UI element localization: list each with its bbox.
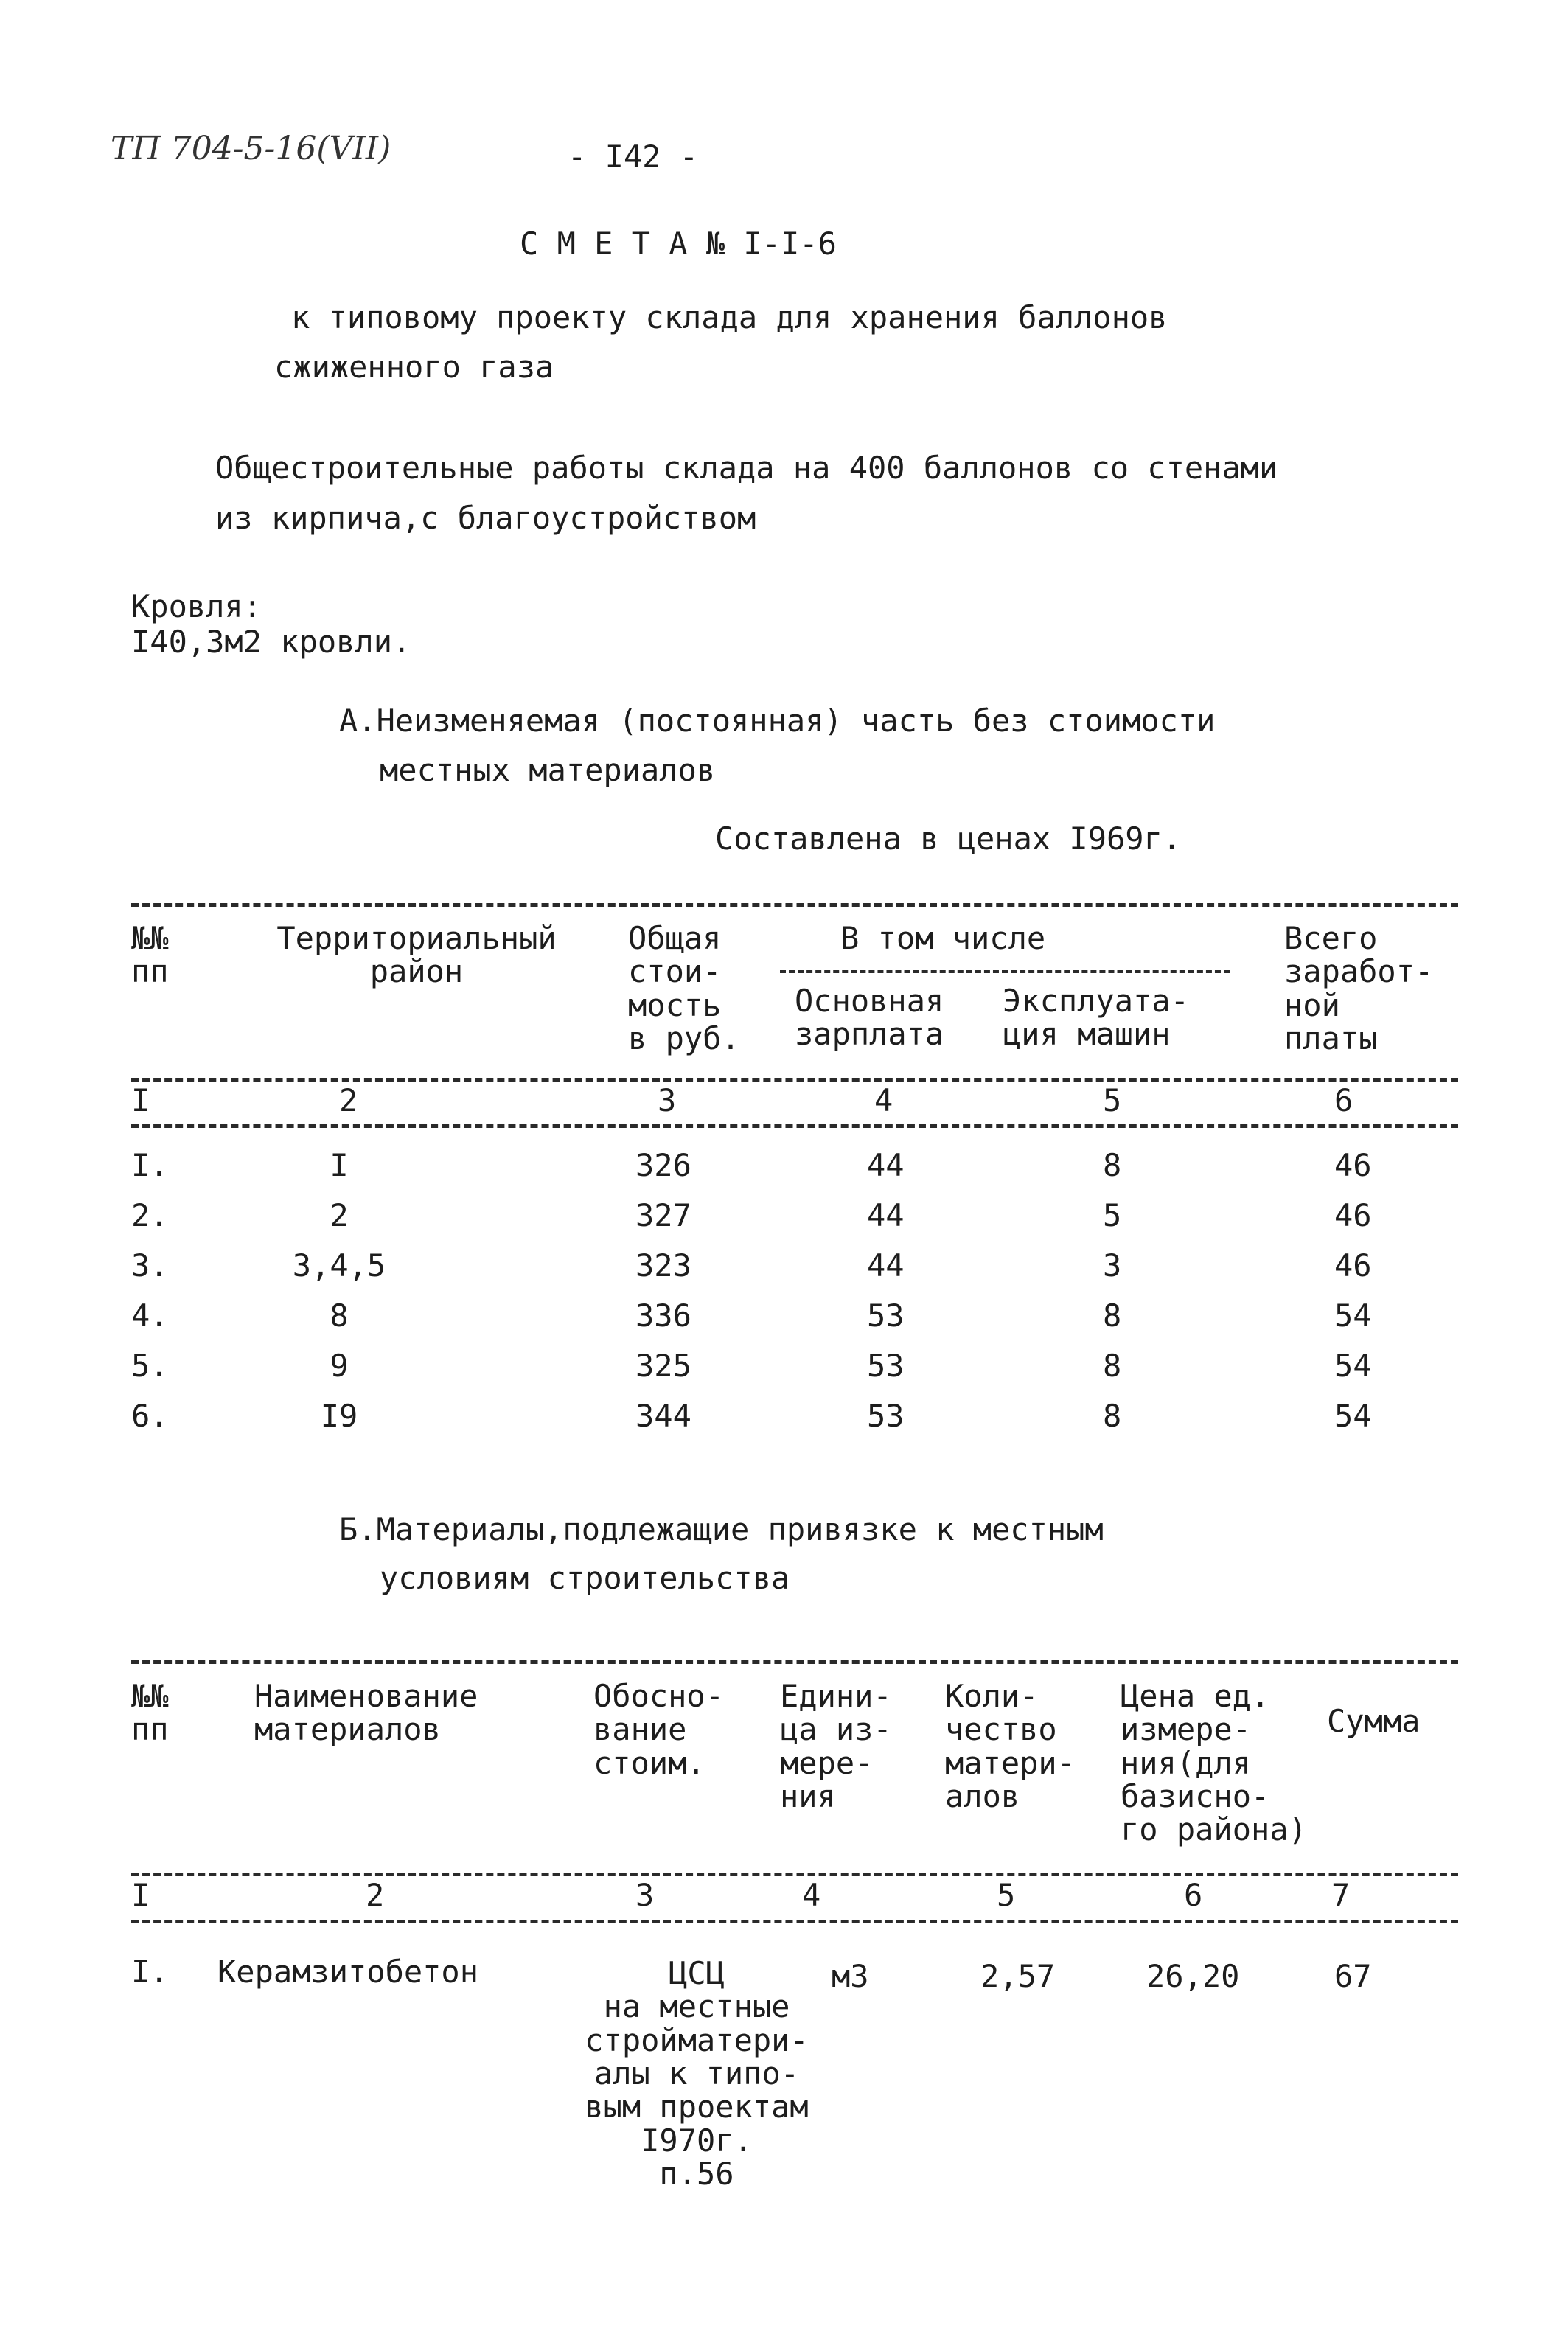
description-line-2: из кирпича,с благоустройством (215, 500, 756, 536)
row-total: 326 (635, 1147, 691, 1183)
table-row (0, 1299, 1568, 1349)
table-a-header-region: Территориальный район (276, 920, 557, 990)
table-row (0, 1249, 1568, 1299)
table-a-header-wage: Основная зарплата (795, 983, 944, 1053)
row-num: 3. (131, 1247, 169, 1284)
row-machines: 8 (1103, 1348, 1122, 1384)
table-row (0, 1955, 1568, 2221)
row-total: 325 (635, 1348, 691, 1384)
row-total: 327 (635, 1197, 691, 1233)
table-a-header-total-wage: Всего заработ- ной платы (1284, 920, 1434, 1057)
table-a-colnum-3: 3 (658, 1082, 677, 1118)
section-a-heading-line-1: А.Неизменяемая (постоянная) часть без стоимости (339, 703, 1216, 739)
row-total-wage: 46 (1334, 1197, 1372, 1233)
row-wage: 44 (867, 1147, 905, 1183)
table-b-colnum-7: 7 (1331, 1877, 1351, 1913)
row-unit-price: 26,20 (1146, 1958, 1240, 1994)
table-b-colnum-6: 6 (1184, 1877, 1203, 1913)
table-a-colnum-2: 2 (339, 1082, 358, 1118)
table-row (0, 1399, 1568, 1449)
row-num: I. (131, 1147, 169, 1183)
row-material-name: Керамзитобетон (217, 1954, 479, 1990)
row-num: 2. (131, 1197, 169, 1233)
row-machines: 3 (1103, 1247, 1122, 1284)
row-total-wage: 46 (1334, 1147, 1372, 1183)
row-num: 4. (131, 1298, 169, 1334)
table-a-header-total: Общая стои- мость в руб. (628, 920, 740, 1057)
row-total-wage: 54 (1334, 1398, 1372, 1434)
row-machines: 8 (1103, 1398, 1122, 1434)
section-b-heading-line-2: условиям строительства (380, 1560, 790, 1596)
table-row (0, 1149, 1568, 1199)
section-b-heading-line-1: Б.Материалы,подлежащие привязке к местным (339, 1511, 1104, 1547)
description-line-1: Общестроительные работы склада на 400 баллонов со стенами (215, 450, 1278, 486)
table-b-colnum-5: 5 (997, 1877, 1016, 1913)
table-a-header-num: №№ пп (131, 920, 169, 990)
table-a-header-rule (131, 1078, 1458, 1082)
table-a-colnum-rule (131, 1124, 1458, 1128)
table-b-colnum-3: 3 (635, 1877, 655, 1913)
table-a-header-incl: В том числе (840, 920, 1046, 956)
row-region: 8 (330, 1298, 349, 1334)
row-region: I9 (320, 1398, 358, 1434)
row-wage: 44 (867, 1247, 905, 1284)
section-a-heading-line-2: местных материалов (380, 752, 716, 788)
row-total-wage: 54 (1334, 1348, 1372, 1384)
table-b-header-sum: Сумма (1327, 1703, 1421, 1739)
row-total: 336 (635, 1298, 691, 1334)
table-b-colnum-4: 4 (802, 1877, 821, 1913)
roof-area: I40,3м2 кровли. (131, 624, 411, 660)
table-b-header-qty: Коли- чество матери- алов (945, 1678, 1076, 1815)
table-b-header-unit: Едини- ца из- мере- ния (780, 1678, 892, 1815)
roof-label: Кровля: (131, 588, 262, 624)
row-machines: 5 (1103, 1197, 1122, 1233)
table-b-header-rule (131, 1873, 1458, 1876)
row-wage: 53 (867, 1398, 905, 1434)
table-b-colnum-1: I (131, 1877, 150, 1913)
table-b-colnum-2: 2 (366, 1877, 385, 1913)
row-total: 323 (635, 1247, 691, 1284)
subtitle-line-1: к типовому проекту склада для хранения баллонов (291, 299, 1168, 335)
table-a-colnum-5: 5 (1103, 1082, 1122, 1118)
table-b-header-num: №№ пп (131, 1678, 169, 1748)
prices-note: Составлена в ценах I969г. (715, 821, 1182, 857)
table-b-colnum-rule (131, 1920, 1458, 1923)
row-region: 3,4,5 (292, 1247, 386, 1284)
row-machines: 8 (1103, 1147, 1122, 1183)
row-total-wage: 46 (1334, 1247, 1372, 1284)
row-total-wage: 54 (1334, 1298, 1372, 1334)
row-machines: 8 (1103, 1298, 1122, 1334)
table-a-colnum-6: 6 (1334, 1082, 1353, 1118)
row-num: 5. (131, 1348, 169, 1384)
row-wage: 44 (867, 1197, 905, 1233)
row-num: 6. (131, 1398, 169, 1434)
row-num: I. (131, 1954, 169, 1990)
table-a-subheader-rule (780, 970, 1230, 973)
row-wage: 53 (867, 1348, 905, 1384)
table-a-header-machines: Эксплуата- ция машин (1003, 983, 1189, 1053)
row-sum: 67 (1334, 1958, 1372, 1994)
row-total: 344 (635, 1398, 691, 1434)
row-wage: 53 (867, 1298, 905, 1334)
table-a-colnum-4: 4 (874, 1082, 893, 1118)
table-row (0, 1349, 1568, 1399)
row-unit: м3 (832, 1958, 869, 1994)
document-title: С М Е Т А № I-I-6 (520, 226, 837, 262)
table-row (0, 1199, 1568, 1249)
row-region: I (330, 1147, 349, 1183)
table-b-header-name: Наименование материалов (254, 1678, 478, 1748)
handwritten-project-code: ТП 704-5-16(VII) (111, 130, 391, 167)
row-region: 9 (330, 1348, 349, 1384)
page-number: - I42 - (568, 139, 699, 175)
row-quantity: 2,57 (980, 1958, 1056, 1994)
table-b-top-rule (131, 1660, 1458, 1664)
table-b-header-basis: Обосно- вание стоим. (593, 1678, 725, 1781)
table-b-header-price: Цена ед. измере- ния(для базисно- го района) (1121, 1678, 1307, 1848)
row-region: 2 (330, 1197, 349, 1233)
table-a-colnum-1: I (131, 1082, 150, 1118)
subtitle-line-2: сжиженного газа (274, 349, 554, 385)
row-basis: ЦСЦ на местные стройматери- алы к типо- вым проектам I970г. п.56 (585, 1955, 809, 2192)
table-a-top-rule (131, 903, 1458, 907)
